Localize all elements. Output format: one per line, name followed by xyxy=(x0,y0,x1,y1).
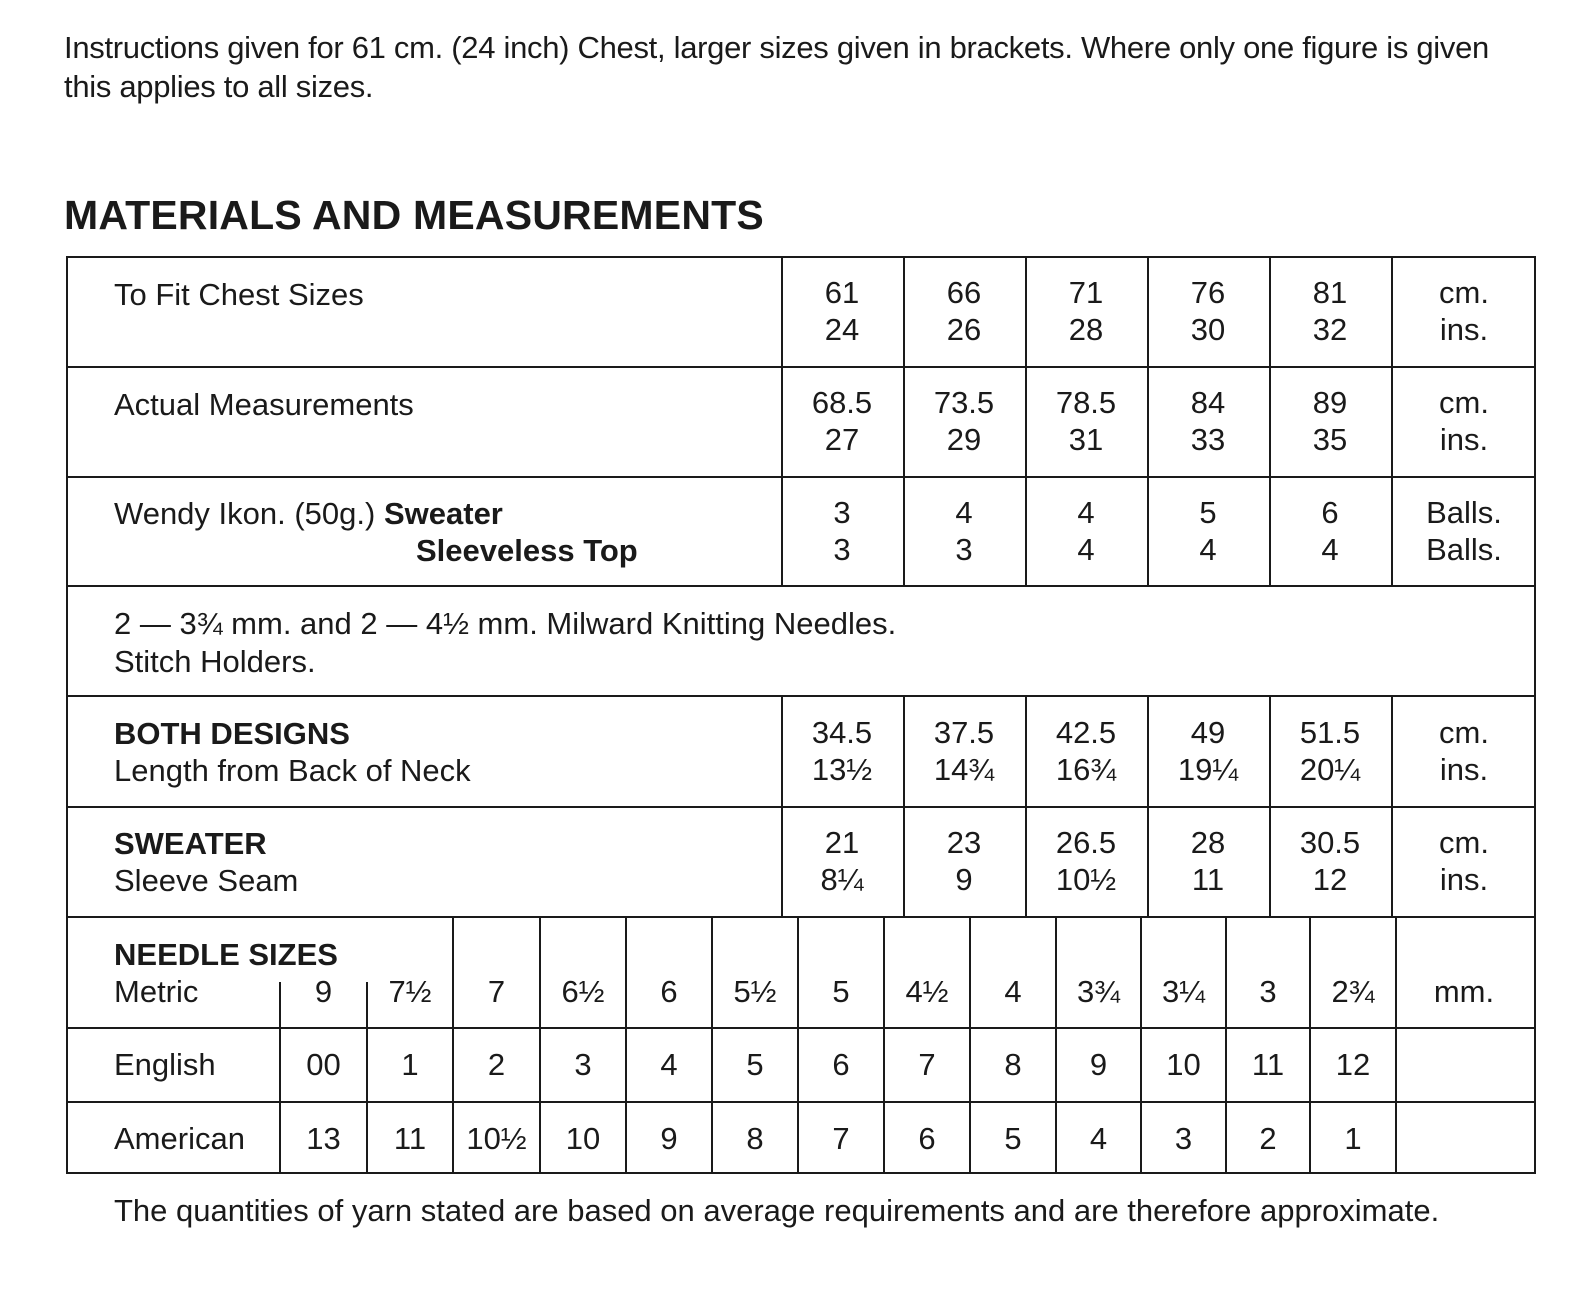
yarn-cell: 5 4 xyxy=(1199,495,1217,567)
sleeve-seam-cell: 28 11 xyxy=(1190,825,1226,897)
needle-size-cell: 10½ xyxy=(466,1121,527,1156)
yarn-brand: Wendy Ikon. (50g.) xyxy=(114,496,376,531)
needle-sizes-title: NEEDLE SIZES xyxy=(114,937,338,972)
unit-cell: cm. ins. xyxy=(1439,715,1489,787)
sleeve-seam-cell: 26.5 10½ xyxy=(1055,825,1117,897)
needle-size-cell: 6 xyxy=(832,1047,850,1082)
length-cell: 42.5 16¾ xyxy=(1055,715,1117,787)
needle-size-cell: 5½ xyxy=(733,974,777,1009)
needle-size-cell: 10 xyxy=(565,1121,601,1156)
length-cell: 49 19¼ xyxy=(1177,715,1239,787)
chest-size-cell: 61 24 xyxy=(824,275,860,347)
both-designs-label: Length from Back of Neck xyxy=(114,753,471,788)
needle-size-cell: 3¼ xyxy=(1161,974,1206,1009)
yarn-cell: 3 3 xyxy=(833,495,851,567)
needle-size-cell: 3 xyxy=(1259,974,1277,1009)
row-divider xyxy=(66,1027,1536,1029)
row-divider xyxy=(66,1101,1536,1103)
needle-size-cell: 6 xyxy=(918,1121,936,1156)
length-cell: 34.5 13½ xyxy=(811,715,873,787)
unit-cell: cm. ins. xyxy=(1439,825,1489,897)
row-divider xyxy=(66,806,1536,808)
col-divider xyxy=(1395,916,1397,1174)
yarn-top-label: Sleeveless Top xyxy=(416,533,638,568)
needle-size-cell: 12 xyxy=(1335,1047,1371,1082)
sleeve-seam-cell: 23 9 xyxy=(946,825,982,897)
needle-size-cell: 4 xyxy=(1089,1121,1108,1156)
both-designs-title: BOTH DESIGNS xyxy=(114,716,350,751)
needles-line-2: Stitch Holders. xyxy=(114,644,316,679)
needle-size-cell: 4 xyxy=(1004,974,1022,1009)
needle-size-cell: 7½ xyxy=(388,974,432,1009)
yarn-sweater-label: Sweater xyxy=(383,496,503,531)
yarn-label xyxy=(114,495,503,532)
sleeve-seam-label: Sleeve Seam xyxy=(114,863,299,898)
chest-size-cell: 81 32 xyxy=(1312,275,1348,347)
needle-size-cell: 7 xyxy=(918,1047,936,1082)
footer-note: The quantities of yarn stated are based on average requirements and are therefore approximate. xyxy=(114,1193,1440,1228)
needle-size-cell: 1 xyxy=(1344,1121,1362,1156)
needle-size-cell: 10 xyxy=(1166,1047,1201,1082)
needle-size-cell: 5 xyxy=(832,974,850,1009)
row-divider xyxy=(66,916,1536,918)
needle-size-cell: 3 xyxy=(574,1047,592,1082)
row-divider xyxy=(66,695,1536,697)
actual-measurement-cell: 84 33 xyxy=(1190,385,1226,457)
sweater-title: SWEATER xyxy=(114,826,267,861)
needle-size-cell: 11 xyxy=(1251,1047,1285,1082)
yarn-cell: 4 4 xyxy=(1077,495,1095,567)
needle-size-cell: 7 xyxy=(832,1121,850,1156)
needle-size-cell: 13 xyxy=(306,1121,341,1156)
length-cell: 51.5 20¼ xyxy=(1299,715,1361,787)
sleeve-seam-cell: 21 8¼ xyxy=(820,825,864,897)
needle-size-cell: 5 xyxy=(1004,1121,1022,1156)
unit-cell: cm. ins. xyxy=(1439,385,1489,457)
needle-size-cell: 8 xyxy=(1004,1047,1022,1082)
needle-size-cell: 8 xyxy=(746,1121,764,1156)
actual-measurement-cell: 68.5 27 xyxy=(811,385,873,457)
needle-unit-cell: mm. xyxy=(1433,974,1495,1009)
chest-size-cell: 76 30 xyxy=(1190,275,1226,347)
needle-size-cell: 6½ xyxy=(561,974,605,1009)
actual-measurement-cell: 78.5 31 xyxy=(1055,385,1117,457)
needle-size-cell: 6 xyxy=(660,974,678,1009)
needle-row-label-english: English xyxy=(114,1047,216,1082)
needle-size-cell: 3¾ xyxy=(1076,974,1121,1009)
sleeve-seam-cell: 30.5 12 xyxy=(1299,825,1361,897)
needles-line-1: 2 — 3¾ mm. and 2 — 4½ mm. Milward Knitting Needles. xyxy=(114,606,897,641)
needle-row-label-metric: Metric xyxy=(114,974,199,1009)
needle-size-cell: 00 xyxy=(306,1047,341,1082)
chest-sizes-label: To Fit Chest Sizes xyxy=(114,277,364,312)
needle-size-cell: 7 xyxy=(487,974,506,1009)
actual-measurements-label: Actual Measurements xyxy=(114,387,414,422)
row-divider xyxy=(66,366,1536,368)
chest-size-cell: 71 28 xyxy=(1068,275,1104,347)
needle-size-cell: 4½ xyxy=(905,974,949,1009)
row-divider xyxy=(66,476,1536,478)
length-cell: 37.5 14¾ xyxy=(933,715,995,787)
section-heading: MATERIALS AND MEASUREMENTS xyxy=(64,192,764,238)
row-divider xyxy=(66,585,1536,587)
yarn-cell: 4 3 xyxy=(955,495,973,567)
chest-size-cell: 66 26 xyxy=(946,275,982,347)
needle-size-cell: 4 xyxy=(660,1047,678,1082)
needle-size-cell: 2¾ xyxy=(1331,974,1375,1009)
needle-size-cell: 9 xyxy=(660,1121,678,1156)
intro-text: Instructions given for 61 cm. (24 inch) Chest, larger sizes given in brackets. Where only one figure is given this applies to all sizes. xyxy=(64,30,1489,104)
needle-size-cell: 9 xyxy=(314,974,333,1009)
actual-measurement-cell: 89 35 xyxy=(1312,385,1348,457)
needle-size-cell: 9 xyxy=(1089,1047,1108,1082)
needle-size-cell: 2 xyxy=(487,1047,506,1082)
unit-cell: Balls. Balls. xyxy=(1426,495,1502,567)
unit-cell: cm. ins. xyxy=(1439,275,1489,347)
yarn-cell: 6 4 xyxy=(1321,495,1339,567)
needle-size-cell: 2 xyxy=(1259,1121,1277,1156)
needle-size-cell: 3 xyxy=(1174,1121,1193,1156)
actual-measurement-cell: 73.5 29 xyxy=(933,385,995,457)
needle-size-cell: 11 xyxy=(393,1121,427,1156)
needle-size-cell: 1 xyxy=(401,1047,419,1082)
needle-size-cell: 5 xyxy=(746,1047,764,1082)
needle-row-label-american: American xyxy=(114,1121,245,1156)
